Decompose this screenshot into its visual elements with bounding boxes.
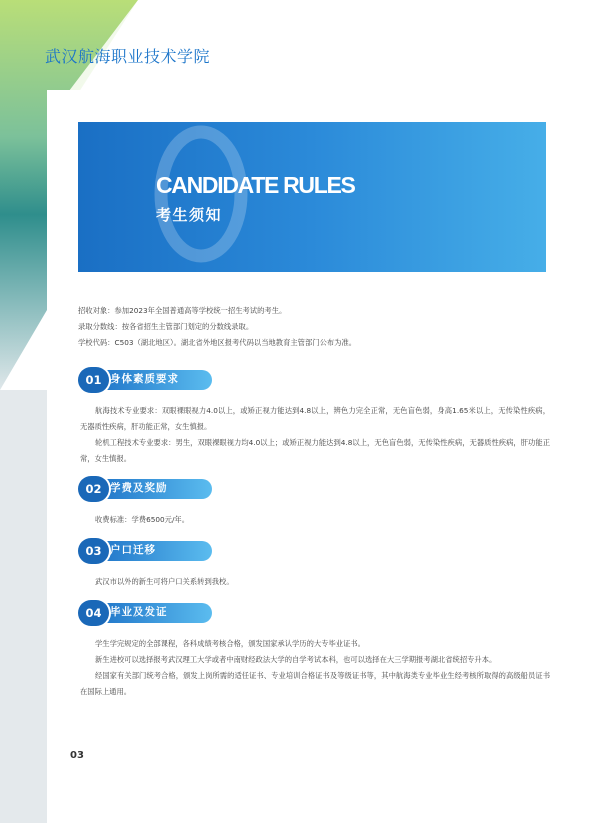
paragraph: 武汉市以外的新生可将户口关系转到我校。 bbox=[95, 577, 234, 586]
paragraph: 新生进校可以选择报考武汉理工大学或者中南财经政法大学的自学考试本科，也可以选择在大三学期报考湖北省统招专升本。 bbox=[95, 655, 497, 664]
section-number-badge: 02 bbox=[78, 476, 109, 502]
section-body-tuition bbox=[80, 512, 550, 528]
section-header-physical bbox=[78, 367, 212, 393]
section-header-graduation bbox=[78, 600, 212, 626]
page-number: 03 bbox=[70, 750, 84, 761]
school-name: 武汉航海职业技术学院 bbox=[45, 47, 211, 66]
section-header-tuition bbox=[78, 476, 212, 502]
section-number-badge: 04 bbox=[78, 600, 109, 626]
section-header-household bbox=[78, 538, 212, 564]
paragraph: 航海技术专业要求：双眼裸眼视力4.0以上，或矫正视力能达到4.8以上，辨色力完全正常，无色盲色弱，身高1.65米以上，无传染性疾病，无器质性疾病，肝功能正常，女生慎报。 bbox=[80, 406, 550, 431]
banner-subtitle: 考生须知 bbox=[156, 206, 223, 224]
section-body-graduation bbox=[80, 636, 550, 700]
intro-line: 录取分数线：按各省招生主管部门划定的分数线录取。 bbox=[78, 322, 254, 331]
section-title: 毕业及发证 bbox=[110, 606, 168, 618]
intro-line: 招收对象：参加2023年全国普通高等学校统一招生考试的考生。 bbox=[78, 306, 287, 315]
candidate-rules-banner bbox=[78, 122, 546, 272]
section-body-household bbox=[80, 574, 550, 590]
section-title: 身体素质要求 bbox=[110, 373, 179, 385]
paragraph: 轮机工程技术专业要求：男生，双眼裸眼视力均4.0以上；或矫正视力能达到4.8以上，无色盲色弱，无传染性疾病，无器质性疾病，肝功能正常，女生慎报。 bbox=[80, 438, 550, 463]
paragraph: 经国家有关部门统考合格，颁发上岗所需的适任证书、专业培训合格证书及等级证书等，其中航海类专业毕业生经考核所取得的高级船员证书在国际上通用。 bbox=[80, 671, 550, 696]
section-number-badge: 01 bbox=[78, 367, 109, 393]
section-body-physical bbox=[80, 403, 550, 467]
paragraph: 收费标准：学费6500元/年。 bbox=[95, 515, 189, 524]
section-title: 学费及奖励 bbox=[110, 482, 168, 494]
intro-block bbox=[78, 303, 548, 351]
section-number-badge: 03 bbox=[78, 538, 109, 564]
banner-title: CANDIDATE RULES bbox=[156, 172, 355, 198]
paragraph: 学生学完规定的全部课程，各科成绩考核合格，颁发国家承认学历的大专毕业证书。 bbox=[95, 639, 365, 648]
section-title: 户口迁移 bbox=[110, 544, 156, 556]
intro-line: 学校代码：C503（湖北地区）。湖北省外地区报考代码以当地教育主管部门公布为准。 bbox=[78, 338, 357, 347]
